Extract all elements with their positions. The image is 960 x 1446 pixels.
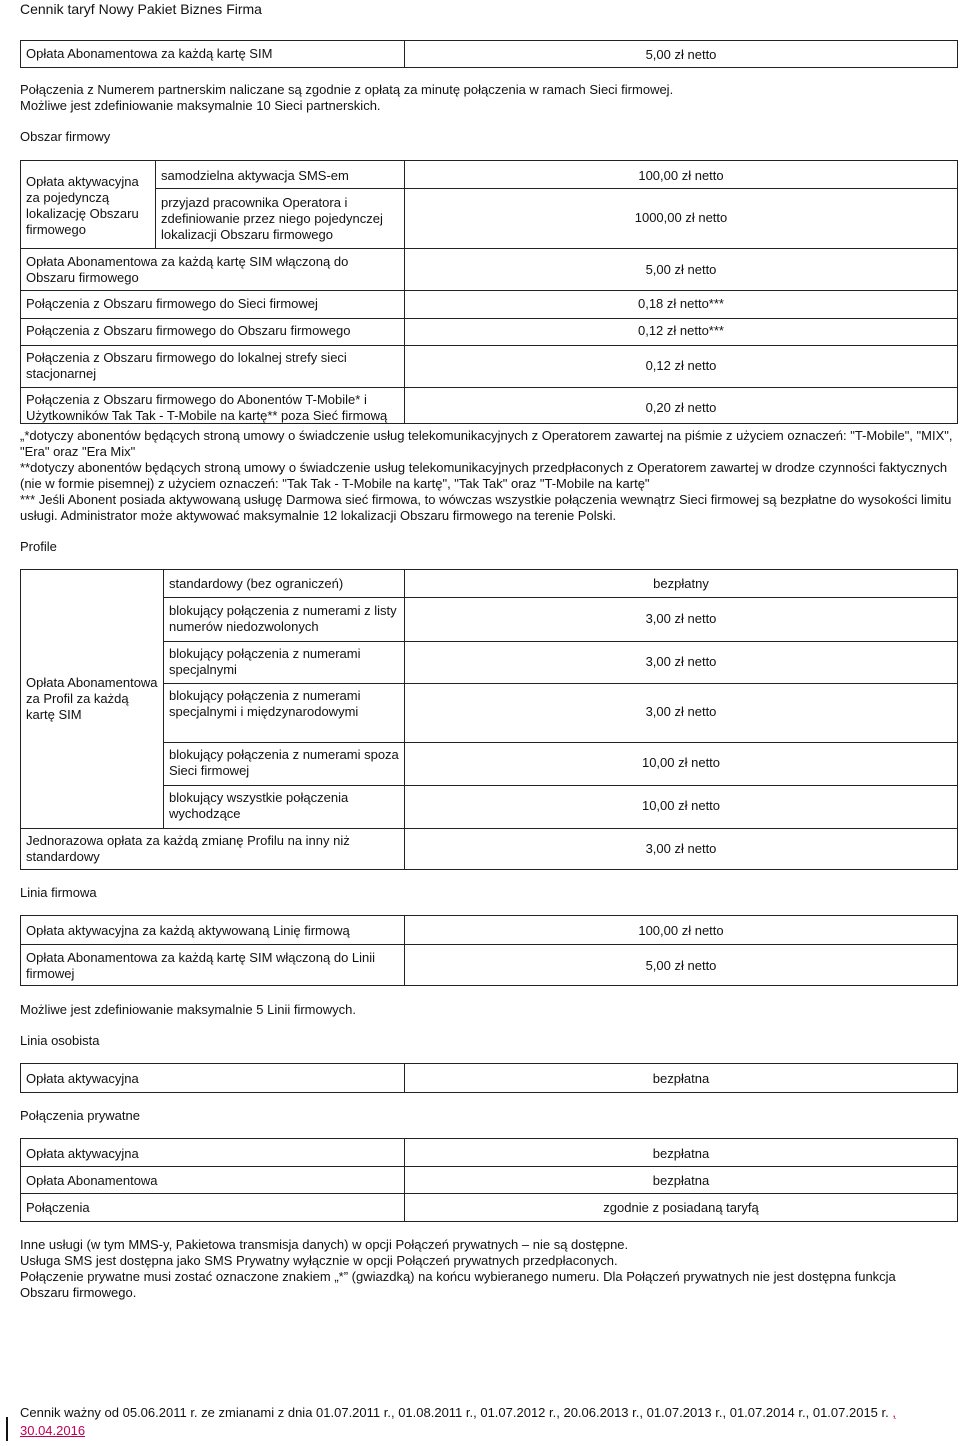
partner-note-line: Możliwe jest zdefiniowanie maksymalnie 10 Sieci partnerskich.: [20, 98, 381, 113]
partner-note-line: Połączenia z Numerem partnerskim naliczane są zgodnie z opłatą za minutę połączenia w ramach Sieci firmowej.: [20, 82, 674, 97]
profile-price: 3,00 zł netto: [645, 704, 717, 719]
profile-change-price: 3,00 zł netto: [645, 841, 717, 856]
partner-note: [20, 82, 945, 114]
page-title: Cennik taryf Nowy Pakiet Biznes Firma: [20, 1, 262, 17]
private-row-price: bezpłatna: [652, 1173, 710, 1188]
area-row-price: 0,12 zł netto***: [637, 323, 724, 338]
profile-price: 3,00 zł netto: [645, 654, 717, 669]
area-footnotes: [20, 428, 960, 524]
profile-price: 3,00 zł netto: [645, 611, 717, 626]
area-row-label: Połączenia z Obszaru firmowego do Abonentów T-Mobile* i Użytkowników Tak Tak - T-Mobile na kartę** poza Sieć firmową: [26, 392, 388, 423]
footnote: „*dotyczy abonentów będących stroną umowy o świadczenie usług telekomunikacyjnych z Operatorem zawartej na piśmie z użyciem oznaczeń: "T-Mobile", "MIX", "Era" oraz "Era Mix": [20, 428, 953, 459]
private-row-price: zgodnie z posiadaną taryfą: [603, 1200, 759, 1215]
private-note: Połączenie prywatne musi zostać oznaczone znakiem „*” (gwiazdką) na końcu wybieranego numeru. Dla Połączeń prywatnych nie jest dostępna funkcja Obszaru firmowego.: [20, 1269, 896, 1300]
area-row-label: Połączenia z Obszaru firmowego do Sieci firmowej: [26, 296, 318, 311]
area-row-label: Połączenia z Obszaru firmowego do lokalnej strefy sieci stacjonarnej: [26, 350, 347, 381]
sim-fee-price: 5,00 zł netto: [645, 47, 717, 62]
section-heading-line: Linia firmowa: [20, 885, 97, 900]
profile-price: 10,00 zł netto: [641, 798, 721, 813]
sim-fee-table: [20, 40, 958, 68]
area-activation-price: 1000,00 zł netto: [634, 210, 728, 225]
private-notes: [20, 1237, 945, 1301]
footnote: *** Jeśli Abonent posiada aktywowaną usługę Darmowa sieć firmowa, to wówczas wszystkie połączenia wewnątrz Sieci firmowej są bezpłatne do wysokości limitu usługi. Administrator może aktywować maksymalnie 12 lokalizacji Obszaru firmowego na terenie Polski.: [20, 492, 952, 523]
area-activation-price: 100,00 zł netto: [638, 168, 724, 183]
line-table: [20, 915, 958, 986]
private-row-price: bezpłatna: [652, 1146, 710, 1161]
line-row-price: 5,00 zł netto: [645, 958, 717, 973]
personal-row-label: Opłata aktywacyjna: [26, 1071, 139, 1086]
section-heading-private: Połączenia prywatne: [20, 1108, 140, 1123]
line-row-label: Opłata aktywacyjna za każdą aktywowaną Linię firmową: [26, 923, 350, 938]
private-row-label: Opłata Abonamentowa: [26, 1173, 158, 1188]
validity-text: Cennik ważny od 05.06.2011 r. ze zmianami z dnia 01.07.2011 r., 01.08.2011 r., 01.07.2012 r., 20.06.2013 r., 01.07.2013 r., 01.07.2014 r., 01.07.2015 r.: [20, 1405, 889, 1420]
profile-name: blokujący połączenia z numerami specjalnymi: [169, 646, 361, 677]
section-heading-profiles: Profile: [20, 539, 57, 554]
area-row-price: 0,12 zł netto: [645, 358, 717, 373]
area-row-label: Opłata Abonamentowa za każdą kartę SIM włączoną do Obszaru firmowego: [26, 254, 349, 285]
profile-name: blokujący połączenia z numerami spoza Sieci firmowej: [169, 747, 399, 778]
private-row-label: Połączenia: [26, 1200, 90, 1215]
line-row-label: Opłata Abonamentowa za każdą kartę SIM włączoną do Linii firmowej: [26, 950, 376, 981]
area-row-price: 5,00 zł netto: [645, 262, 717, 277]
personal-table: [20, 1063, 958, 1093]
line-note: Możliwe jest zdefiniowanie maksymalnie 5 Linii firmowych.: [20, 1002, 356, 1017]
profile-price: 10,00 zł netto: [641, 755, 721, 770]
private-row-label: Opłata aktywacyjna: [26, 1146, 139, 1161]
section-heading-personal: Linia osobista: [20, 1033, 100, 1048]
personal-row-price: bezpłatna: [652, 1071, 710, 1086]
area-table: [20, 160, 958, 424]
profile-price: bezpłatny: [653, 576, 709, 591]
area-activation-option: przyjazd pracownika Operatora i zdefiniowanie przez niego pojedynczej lokalizacji Obszaru firmowego: [161, 195, 383, 242]
line-row-price: 100,00 zł netto: [638, 923, 724, 938]
validity-link[interactable]: , 30.04.2016: [20, 1405, 896, 1438]
profile-change-label: Jednorazowa opłata za każdą zmianę Profilu na inny niż standardowy: [26, 833, 350, 864]
area-activation-option: samodzielna aktywacja SMS-em: [161, 168, 349, 183]
profile-name: blokujący połączenia z numerami z listy numerów niedozwolonych: [169, 603, 397, 634]
validity-footer: [20, 1404, 940, 1440]
sim-fee-label: Opłata Abonamentowa za każdą kartę SIM: [26, 46, 273, 61]
profile-name: blokujący połączenia z numerami specjalnymi i międzynarodowymi: [169, 688, 361, 719]
profile-name: standardowy (bez ograniczeń): [169, 576, 344, 591]
area-activation-label: Opłata aktywacyjna za pojedynczą lokalizację Obszaru firmowego: [26, 174, 139, 237]
profiles-table: [20, 569, 958, 870]
footnote: **dotyczy abonentów będących stroną umowy o świadczenie usług telekomunikacyjnych przedpłaconych z Operatorem zawartej w drodze czynności faktycznych (nie w formie pisemnej) z użyciem oznaczeń: "Tak Tak - T-Mobile na kartę", "Tak Tak" oraz "T-Mobile na kartę": [20, 460, 948, 491]
private-note: Inne usługi (w tym MMS-y, Pakietowa transmisja danych) w opcji Połączeń prywatnych – nie są dostępne.: [20, 1237, 629, 1252]
private-table: [20, 1138, 958, 1222]
change-bar: [6, 1417, 8, 1441]
area-row-price: 0,20 zł netto: [645, 400, 717, 415]
private-note: Usługa SMS jest dostępna jako SMS Prywatny wyłącznie w opcji Połączeń prywatnych przedpłaconych.: [20, 1253, 618, 1268]
section-heading-area: Obszar firmowy: [20, 129, 111, 144]
area-row-price: 0,18 zł netto***: [637, 296, 724, 311]
area-row-label: Połączenia z Obszaru firmowego do Obszaru firmowego: [26, 323, 351, 338]
profile-name: blokujący wszystkie połączenia wychodzące: [169, 790, 349, 821]
profiles-label: Opłata Abonamentowa za Profil za każdą kartę SIM: [26, 675, 158, 722]
